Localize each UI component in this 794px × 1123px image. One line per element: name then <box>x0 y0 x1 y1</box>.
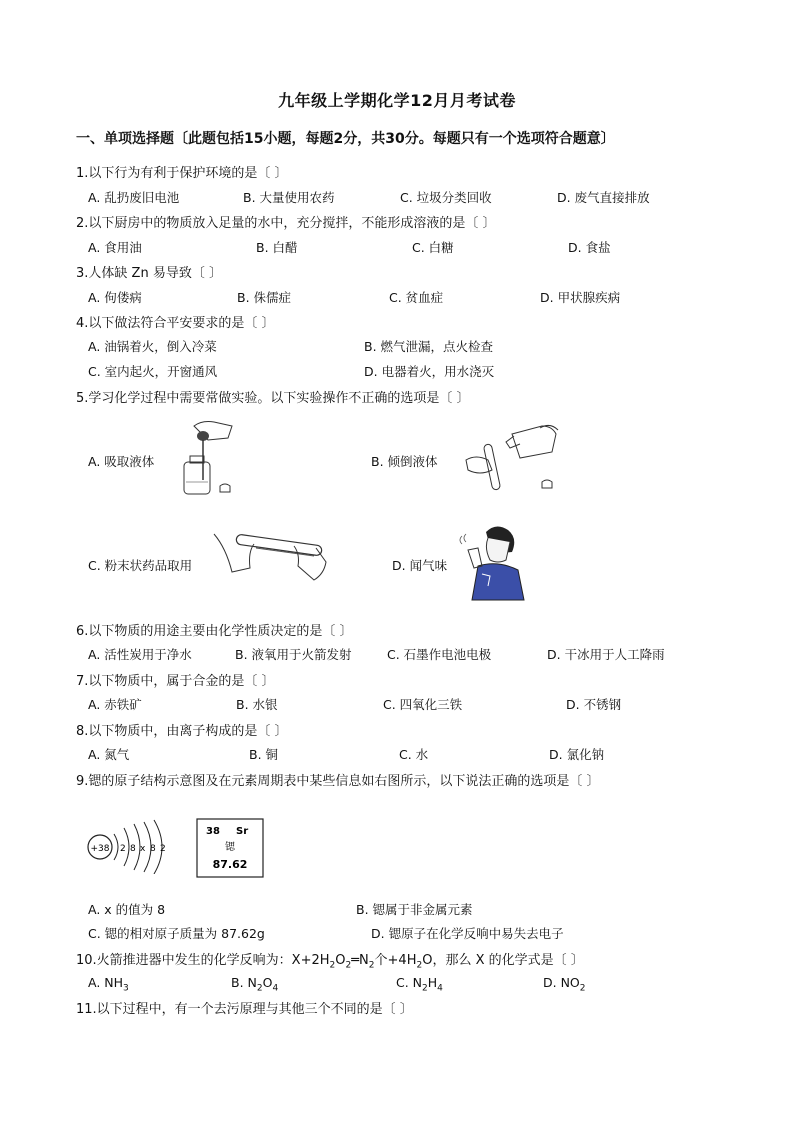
q8-option-c: C. 水 <box>399 747 429 762</box>
dropper-in-bottle-illustration <box>176 418 236 500</box>
q2-option-a: A. 食用油 <box>88 240 142 255</box>
shell-1-electrons: 2 <box>120 844 126 854</box>
q1-option-d: D. 废气直接排放 <box>557 190 650 205</box>
shell-5-electrons: 2 <box>160 844 166 854</box>
q4-option-c: C. 室内起火，开窗通风 <box>88 364 218 379</box>
q2-option-c: C. 白糖 <box>412 240 454 255</box>
q9-option-d: D. 锶原子在化学反响中易失去电子 <box>371 926 564 941</box>
q2-option-d: D. 食盐 <box>568 240 611 255</box>
question-6-stem: 6.以下物质的用途主要由化学性质决定的是〔 〕 <box>76 624 353 639</box>
pouring-liquid-illustration <box>462 414 562 496</box>
question-9-stem: 9.锶的原子结构示意图及在元素周期表中某些信息如右图所示，以下说法正确的选项是〔 〕 <box>76 774 600 789</box>
q1-option-b: B. 大量使用农药 <box>243 190 335 205</box>
powder-in-tube-illustration <box>210 526 332 590</box>
q3-option-a: A. 佝偻病 <box>88 290 142 305</box>
q9-option-a: A. x 的值为 8 <box>88 902 166 917</box>
q6-option-a: A. 活性炭用于净水 <box>88 647 192 662</box>
question-8-stem: 8.以下物质中，由离子构成的是〔 〕 <box>76 724 288 739</box>
question-2-stem: 2.以下厨房中的物质放入足量的水中，充分搅拌，不能形成溶液的是〔 〕 <box>76 216 496 231</box>
q6-option-b: B. 液氧用于火箭发射 <box>235 647 352 662</box>
q4-option-a: A. 油锅着火，倒入冷菜 <box>88 339 217 354</box>
q10-option-d: D. $NO_2$ <box>543 975 586 994</box>
atomic-number: 38 <box>206 826 220 837</box>
q6-option-d: D. 干冰用于人工降雨 <box>547 647 665 662</box>
q5-option-d: D. 闻气味 <box>392 558 448 573</box>
q10-option-a: A. $NH_3$ <box>88 975 129 994</box>
smelling-gas-illustration <box>456 522 528 602</box>
strontium-atom-diagram <box>80 818 180 874</box>
question-10-stem: 10.火箭推进器中发生的化学反响为：$X+2H_2O_2═N_2$个$+4H_2O$，那么 X 的化学式是〔 〕 <box>76 953 584 971</box>
q8-option-a: A. 氮气 <box>88 747 130 762</box>
q10-option-c: C. $N_2H_4$ <box>396 975 443 994</box>
q9-option-b: B. 锶属于非金属元素 <box>356 902 473 917</box>
element-symbol: Sr <box>236 826 249 837</box>
periodic-table-cell <box>196 818 264 878</box>
q2-option-b: B. 白醋 <box>256 240 298 255</box>
q3-option-c: C. 贫血症 <box>389 290 444 305</box>
q4-option-d: D. 电器着火，用水浇灭 <box>364 364 495 379</box>
q1-option-c: C. 垃圾分类回收 <box>400 190 492 205</box>
q5-option-c: C. 粉末状药品取用 <box>88 558 193 573</box>
shell-2-electrons: 8 <box>130 844 136 854</box>
q8-option-d: D. 氯化钠 <box>549 747 605 762</box>
q1-option-a: A. 乱扔废旧电池 <box>88 190 180 205</box>
question-4-stem: 4.以下做法符合平安要求的是〔 〕 <box>76 316 275 331</box>
section-heading: 一、单项选择题〔此题包括15小题，每题2分，共30分。每题只有一个选项符合题意〕 <box>76 131 615 147</box>
question-5-stem: 5.学习化学过程中需要常做实验。以下实验操作不正确的选项是〔 〕 <box>76 391 470 406</box>
q9-option-c: C. 锶的相对原子质量为 87.62g <box>88 926 265 941</box>
q8-option-b: B. 铜 <box>249 747 279 762</box>
element-name: 锶 <box>225 842 235 853</box>
q7-option-c: C. 四氧化三铁 <box>383 697 463 712</box>
q5-option-a: A. 吸取液体 <box>88 454 155 469</box>
q10-option-b: B. $N_2O_4$ <box>231 975 279 994</box>
q7-option-a: A. 赤铁矿 <box>88 697 142 712</box>
q3-option-d: D. 甲状腺疾病 <box>540 290 621 305</box>
q6-option-c: C. 石墨作电池电极 <box>387 647 492 662</box>
q7-option-d: D. 不锈钢 <box>566 697 622 712</box>
q3-option-b: B. 侏儒症 <box>237 290 292 305</box>
atomic-mass: 87.62 <box>212 858 248 871</box>
q7-option-b: B. 水银 <box>236 697 278 712</box>
q4-option-b: B. 燃气泄漏，点火检查 <box>364 339 494 354</box>
page-title: 九年级上学期化学12月月考试卷 <box>278 91 516 110</box>
q5-option-b: B. 倾倒液体 <box>371 454 438 469</box>
question-7-stem: 7.以下物质中，属于合金的是〔 〕 <box>76 674 275 689</box>
shell-3-electrons: x <box>140 844 146 854</box>
question-1-stem: 1.以下行为有利于保护环境的是〔 〕 <box>76 166 288 181</box>
question-3-stem: 3.人体缺 Zn 易导致〔 〕 <box>76 266 222 281</box>
question-11-stem: 11.以下过程中，有一个去污原理与其他三个不同的是〔 〕 <box>76 1002 413 1017</box>
shell-4-electrons: 8 <box>150 844 156 854</box>
nucleus-charge: +38 <box>90 844 110 854</box>
